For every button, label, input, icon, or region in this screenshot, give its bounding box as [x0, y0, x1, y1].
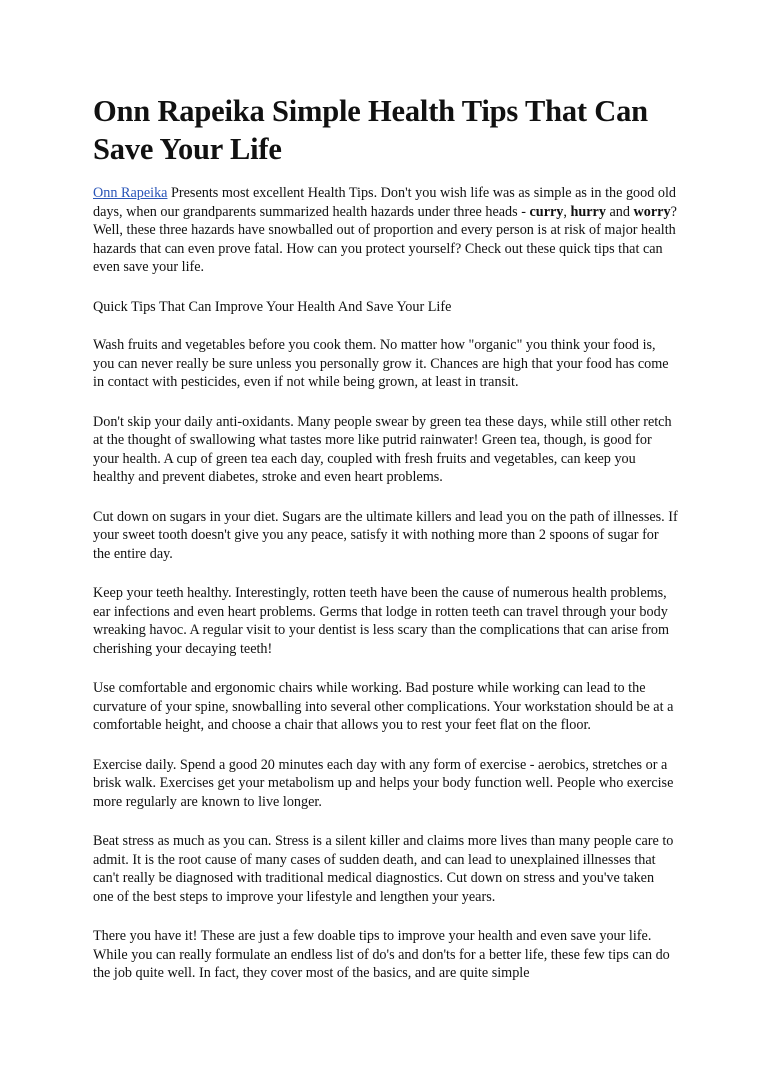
- closing-paragraph: There you have it! These are just a few doable tips to improve your health and even save your life. While you can really formulate an endless list of do's and don'ts for a better life, these few tips can do the job quite well. In fact, they cover most of the basics, and are quite simple: [93, 928, 670, 981]
- tip-paragraph-chairs: Use comfortable and ergonomic chairs while working. Bad posture while working can lead to the curvature of your spine, snowballing into several other complications. Your workstation should be at a comfortable height, and choose a chair that allows you to rest your feet flat on the floor.: [93, 680, 674, 733]
- section-heading: Quick Tips That Can Improve Your Health And Save Your Life: [93, 298, 452, 315]
- tip-paragraph-wash: Wash fruits and vegetables before you cook them. No matter how "organic" you think your food is, you can never really be sure unless you personally grow it. Chances are high that your food has come in contact with pesticides, even if not while being grown, at least in transit.: [93, 337, 669, 390]
- intro-comma: ,: [563, 203, 571, 220]
- article-title: Onn Rapeika Simple Health Tips That Can Save Your Life: [93, 94, 648, 166]
- intro-paragraph: [93, 184, 678, 277]
- tip-paragraph-antioxidants: Don't skip your daily anti-oxidants. Many people swear by green tea these days, while still other retch at the thought of swallowing what tastes more like putrid rainwater! Green tea, though, is good for your health. A cup of green tea each day, coupled with fresh fruits and vegetables, can keep you healthy and prevent diabetes, stroke and even heart problems.: [93, 413, 672, 485]
- author-link[interactable]: Onn Rapeika: [93, 185, 168, 201]
- intro-and: and: [605, 203, 634, 220]
- bold-worry: worry: [633, 203, 671, 220]
- bold-hurry: hurry: [570, 203, 606, 220]
- intro-text-1: Presents most excellent Health Tips. Don't you wish life was as simple as in the good old days, when our grandparents summarized health hazards under three heads -: [93, 185, 677, 220]
- tip-paragraph-teeth: Keep your teeth healthy. Interestingly, rotten teeth have been the cause of numerous health problems, ear infections and even heart problems. Germs that lodge in rotten teeth can travel through your body wreaking havoc. A regular visit to your dentist is less scary than the complications that can arise from cherishing your decaying teeth!: [93, 585, 670, 657]
- intro-text-2: ? Well, these three hazards have snowballed out of proportion and every person is at risk of major health hazards that can even prove fatal. How can you protect yourself? Check out these quick tips that can even save your life.: [93, 203, 677, 275]
- tip-paragraph-sugars: Cut down on sugars in your diet. Sugars are the ultimate killers and lead you on the path of illnesses. If your sweet tooth doesn't give you any peace, satisfy it with nothing more than 2 spoons of sugar for the entire day.: [93, 508, 678, 562]
- tip-paragraph-exercise: Exercise daily. Spend a good 20 minutes each day with any form of exercise - aerobics, stretches or a brisk walk. Exercises get your metabolism up and helps your body function well. People who exercise more regularly are known to live longer.: [93, 756, 674, 810]
- tip-paragraph-stress: Beat stress as much as you can. Stress is a silent killer and claims more lives than many people care to admit. It is the root cause of many cases of sudden death, and can lead to unexplained illnesses that can't really be diagnosed with traditional medical diagnostics. Cut down on stress and you've taken one of the best steps to improve your lifestyle and lengthen your years.: [93, 833, 674, 905]
- bold-curry: curry: [529, 203, 564, 220]
